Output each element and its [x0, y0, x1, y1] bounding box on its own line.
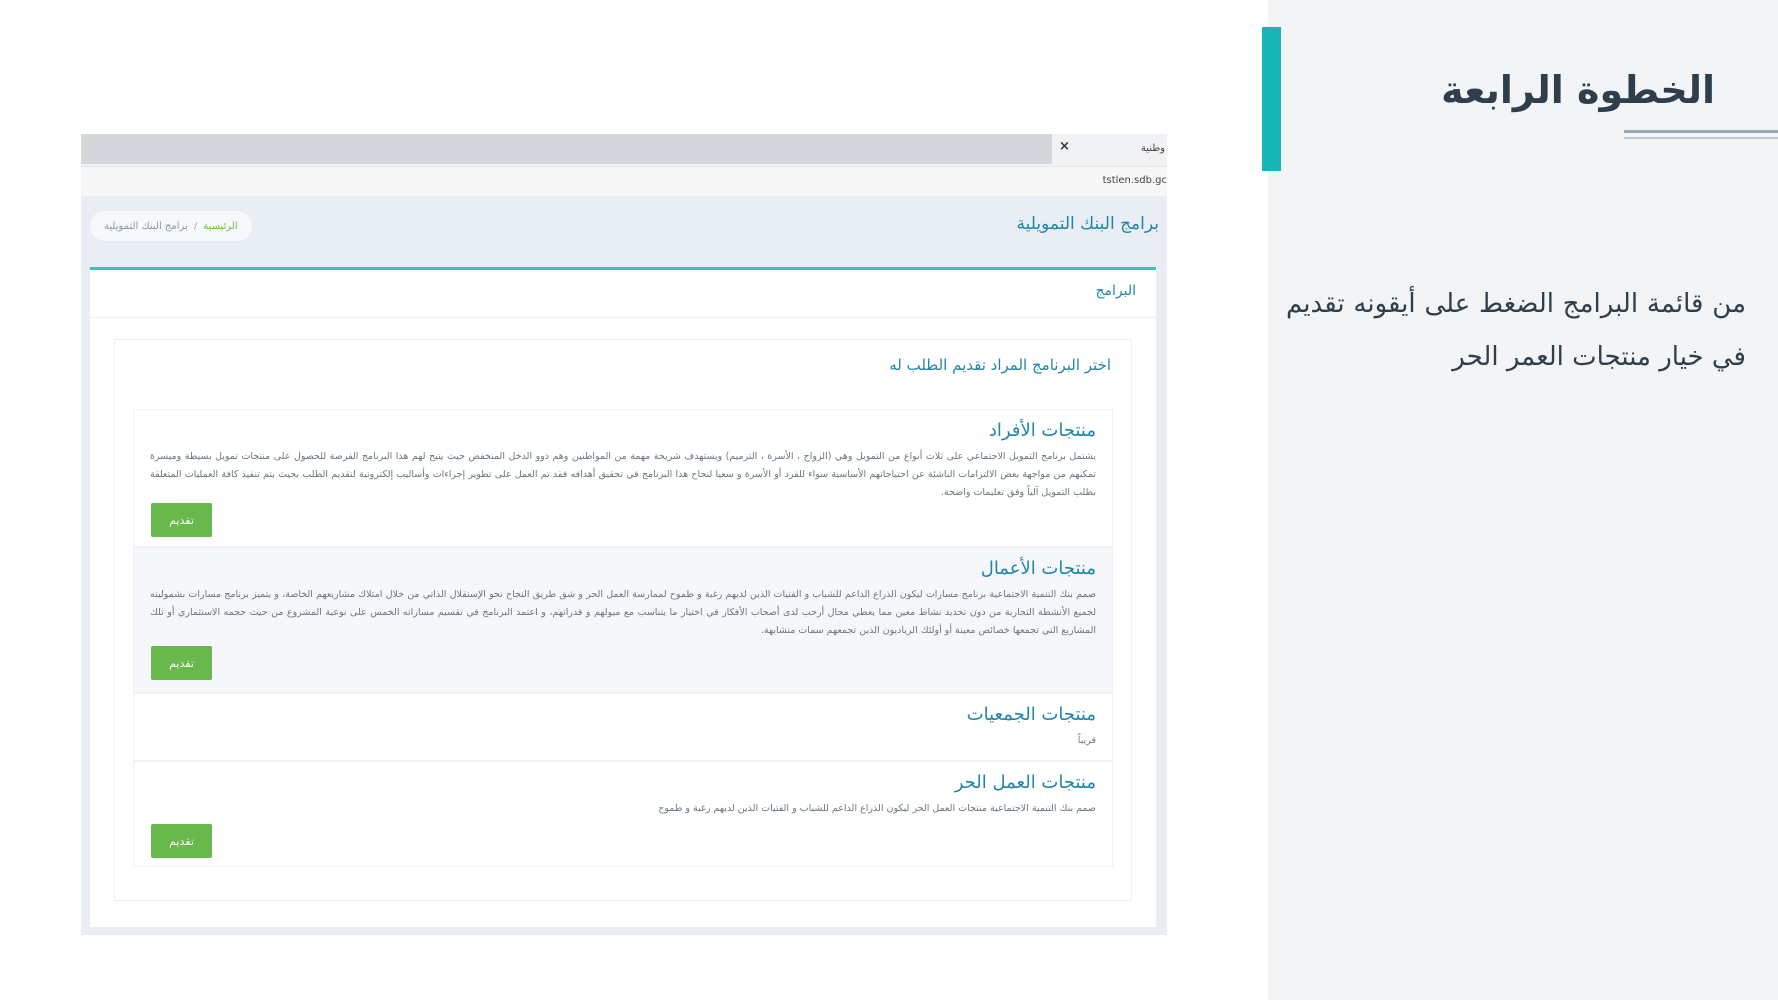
breadcrumb-separator: / — [193, 220, 198, 232]
page-title: برامج البنك التمويلية — [1016, 214, 1159, 234]
browser-screenshot — [81, 134, 1167, 935]
url-bar[interactable] — [81, 166, 1167, 196]
product-title: منتجات الجمعيات — [966, 704, 1096, 725]
url-text: tstlen.sdb.gc — [1102, 175, 1167, 186]
browser-search-field[interactable] — [81, 134, 1052, 164]
product-title: منتجات الأعمال — [980, 558, 1096, 579]
product-freelance — [133, 761, 1113, 867]
close-icon[interactable]: × — [1059, 139, 1070, 154]
accent-bar — [1262, 27, 1281, 171]
web-page — [81, 196, 1167, 935]
programs-panel — [114, 339, 1132, 901]
browser-tab-bar — [81, 134, 1167, 166]
panel-title: اختر البرنامج المراد تقديم الطلب له — [889, 356, 1111, 374]
programs-card — [90, 267, 1156, 927]
card-title: البرامج — [1095, 283, 1136, 299]
product-associations — [133, 693, 1113, 761]
product-description: صمم بنك التنمية الاجتماعية منتجات العمل الحر ليكون الذراع الداعم للشباب و الفتيات الذين لديهم رغبة و طموح — [658, 803, 1096, 814]
title-underline-secondary — [1624, 137, 1778, 139]
step-instruction: من قائمة البرامج الضغط على أيقونه تقديم في خيار منتجات العمر الحر — [1286, 289, 1746, 372]
product-title: منتجات العمل الحر — [954, 772, 1096, 793]
browser-tab[interactable]: وطنية — [1140, 143, 1165, 154]
apply-button-individuals[interactable]: تقديم — [151, 503, 212, 537]
panel-header — [115, 340, 1131, 390]
product-individuals — [133, 409, 1113, 547]
product-business — [133, 547, 1113, 693]
title-underline — [1624, 130, 1778, 133]
breadcrumb-home-link[interactable]: الرئيسية — [203, 220, 238, 232]
card-header — [90, 270, 1156, 318]
product-description: صمم بنك التنمية الاجتماعية برنامج مسارات ليكون الذراع الداعم للشباب و الفتيات الذين لديهم رغبة و طموح لممارسة العمل الحر و شق طريق النجاح نحو الإستقلال الذاتي من خلال امتلاك مشاريعهم الخاصة، و يتميز برنامج مسارات بشموليته لجميع الأنشطة التجارية من دون تحديد نشاط معين مما يعطي مجال أرحب لدى أصحاب الأفكار في اختيار ما يتناسب مع ميولهم و قدراتهم، و اعتمد البرنامج في تقسيم مساراته الخمس على نوعية المشروع من حيث حجمه الاستثماري أو تلك المشاريع التي تجمعها خصائص معينة أو أولئك الرياديون الذين تجمعهم سمات متشابهة. — [150, 589, 1096, 636]
product-title: منتجات الأفراد — [988, 420, 1096, 441]
breadcrumb — [90, 211, 252, 241]
breadcrumb-current: برامج البنك التمويلية — [104, 220, 188, 232]
product-description: يشتمل برنامج التمويل الاجتماعي على ثلاث أنواع من التمويل وهي (الزواج ، الأسرة ، الترميم) ويستهدف شريحة مهمة من المواطنين وهم ذوو الدخل المنخفض حيث يتيح لهم هذا البرنامج الفرصة للحصول على منتجات تمويل بسيطة وميسرة تمكنهم من مواجهة بعض الالتزامات الناشئة عن احتياجاتهم الأساسية سواء للفرد أو الأسرة و سعيا لنجاح هذا البرنامج في تحقيق أهدافه فقد تم العمل على تطوير إجراءات وأساليب إلكترونية لتقديم الطلب بحيث يتم تنفيذ كافة العمليات المتعلقة بطلب التمويل آلياً وفق تعليمات واضحة. — [150, 451, 1096, 498]
step-title: الخطوة الرابعة — [1441, 68, 1715, 112]
apply-button-freelance[interactable]: تقديم — [151, 824, 212, 858]
slide-side-panel — [1268, 0, 1778, 1000]
product-description: قريباً — [1077, 735, 1096, 746]
apply-button-business[interactable]: تقديم — [151, 646, 212, 680]
